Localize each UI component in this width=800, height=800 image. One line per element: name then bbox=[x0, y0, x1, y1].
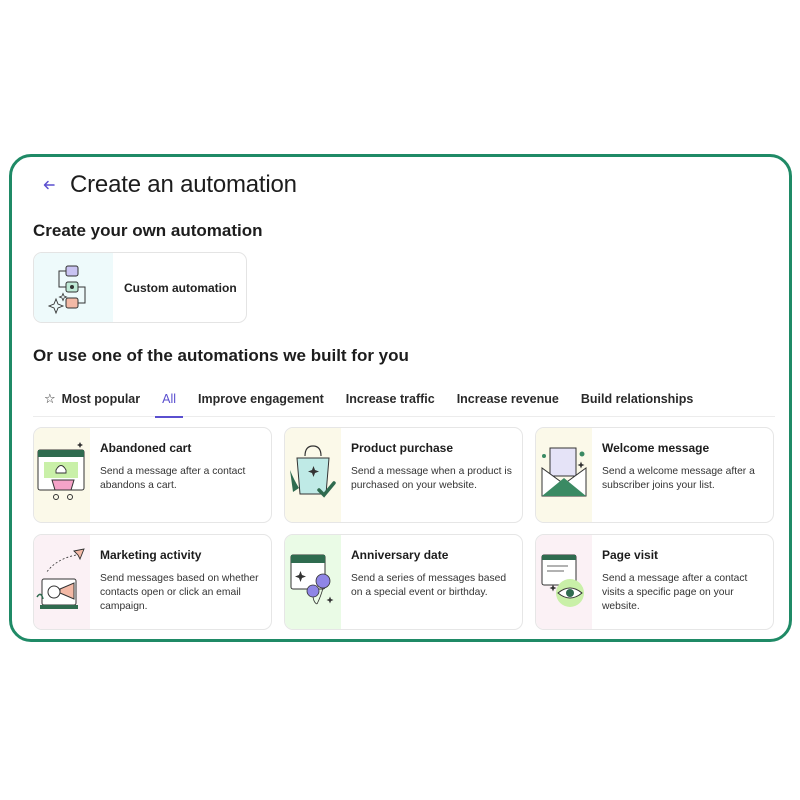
tab-build-relationships[interactable] bbox=[581, 382, 694, 417]
tab-all[interactable] bbox=[162, 382, 176, 417]
built-automations-heading: Or use one of the automations we built for you bbox=[33, 346, 409, 365]
automation-card-page-visit[interactable] bbox=[535, 534, 774, 630]
tab-most-popular[interactable] bbox=[44, 382, 140, 417]
tab-improve-engagement[interactable] bbox=[198, 382, 324, 417]
card-title: Anniversary date bbox=[351, 548, 449, 562]
tab-label: Increase traffic bbox=[345, 392, 435, 406]
custom-automation-label: Custom automation bbox=[124, 280, 237, 295]
card-title: Welcome message bbox=[602, 441, 710, 455]
automation-card-welcome-message[interactable] bbox=[535, 427, 774, 523]
automation-card-product-purchase[interactable] bbox=[284, 427, 523, 523]
webpage-eye-illustration bbox=[536, 535, 592, 629]
custom-automation-card[interactable] bbox=[33, 252, 247, 323]
tab-label: Increase revenue bbox=[456, 392, 559, 406]
card-description: Send a welcome message after a subscriber joins your list. bbox=[602, 466, 755, 491]
header bbox=[36, 171, 297, 199]
card-title: Abandoned cart bbox=[100, 441, 192, 455]
card-description: Send messages based on whether contacts open or click an email campaign. bbox=[100, 573, 259, 612]
tab-label: Build relationships bbox=[580, 392, 694, 406]
tab-label: Improve engagement bbox=[198, 392, 324, 406]
card-description: Send a message when a product is purchased on your website. bbox=[351, 466, 512, 491]
tab-label: Most popular bbox=[61, 392, 141, 406]
shopping-cart-illustration bbox=[34, 428, 90, 522]
automation-card-anniversary-date[interactable] bbox=[284, 534, 523, 630]
automation-panel bbox=[9, 154, 792, 642]
megaphone-illustration bbox=[34, 535, 90, 629]
tab-label: All bbox=[162, 392, 177, 406]
arrow-left-icon[interactable] bbox=[36, 172, 62, 198]
card-description: Send a message after a contact visits a specific page on your website. bbox=[602, 573, 748, 612]
shopping-bag-illustration bbox=[285, 428, 341, 522]
card-title: Marketing activity bbox=[100, 548, 202, 562]
card-title: Page visit bbox=[602, 548, 659, 562]
category-tabs bbox=[33, 382, 775, 417]
tab-increase-traffic[interactable] bbox=[346, 382, 435, 417]
card-description: Send a message after a contact abandons a cart. bbox=[100, 466, 246, 491]
tab-increase-revenue[interactable] bbox=[457, 382, 559, 417]
page-title: Create an automation bbox=[70, 171, 297, 198]
card-description: Send a series of messages based on a special event or birthday. bbox=[351, 573, 507, 598]
calendar-balloons-illustration bbox=[285, 535, 341, 629]
star-icon: ☆ bbox=[44, 391, 56, 406]
workflow-diagram-illustration bbox=[34, 253, 113, 322]
automation-card-abandoned-cart[interactable] bbox=[33, 427, 272, 523]
envelope-illustration bbox=[536, 428, 592, 522]
automation-card-marketing-activity[interactable] bbox=[33, 534, 272, 630]
own-automation-heading: Create your own automation bbox=[33, 221, 263, 240]
card-title: Product purchase bbox=[351, 441, 454, 455]
